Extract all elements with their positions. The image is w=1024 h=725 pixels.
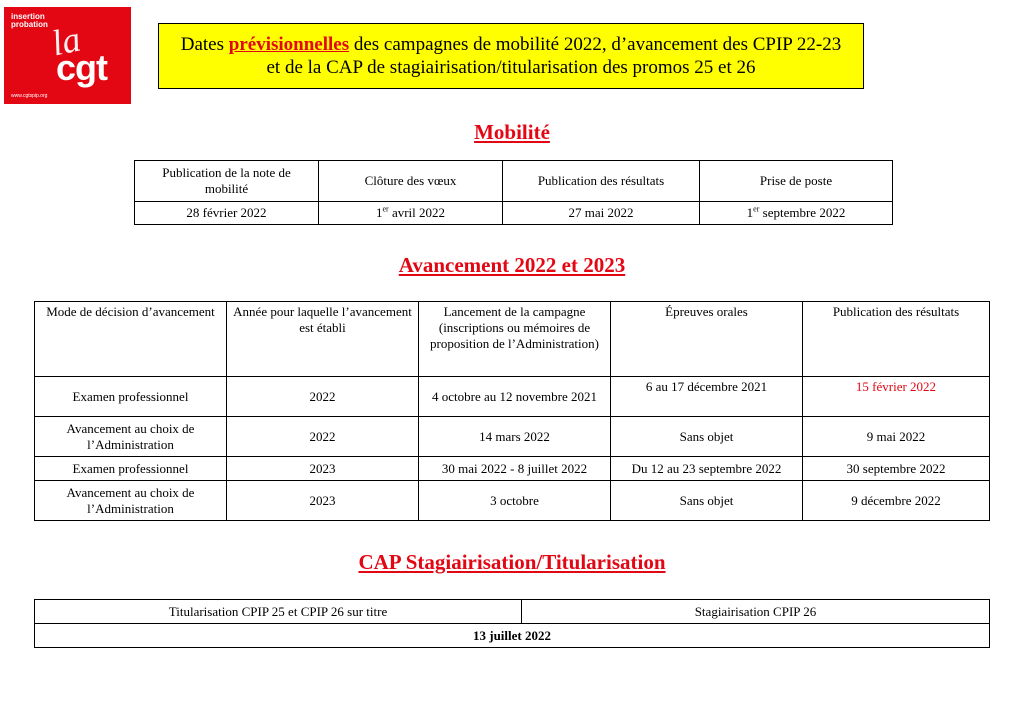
cell: Examen professionnel xyxy=(35,457,227,481)
table-row xyxy=(35,481,990,521)
cell: 14 mars 2022 xyxy=(419,417,611,457)
header-cell: Année pour laquelle l’avancement est établi xyxy=(227,302,419,377)
header-cell: Épreuves orales xyxy=(611,302,803,377)
logo-text-probation: probation xyxy=(11,20,48,29)
header-cell: Publication de la note de mobilité xyxy=(135,161,319,202)
cell: Sans objet xyxy=(611,481,803,521)
cell: 9 décembre 2022 xyxy=(803,481,990,521)
cell-date-resultats: 27 mai 2022 xyxy=(503,202,700,225)
logo-text-la: la xyxy=(48,18,84,64)
header-cell: Publication des résultats xyxy=(503,161,700,202)
banner-emphasis: prévisionnelles xyxy=(228,34,350,55)
document-title-banner xyxy=(158,23,864,89)
cell: Avancement au choix de l’Administration xyxy=(35,481,227,521)
table-row xyxy=(35,417,990,457)
table-header-row xyxy=(35,600,990,624)
table-header-row xyxy=(135,161,893,202)
cell: 9 mai 2022 xyxy=(803,417,990,457)
cell: Examen professionnel xyxy=(35,377,227,417)
table-row xyxy=(135,202,893,225)
section-title-mobilite: Mobilité xyxy=(474,120,550,144)
cell: 30 septembre 2022 xyxy=(803,457,990,481)
cell-date-prise-poste: 1er septembre 2022 xyxy=(700,202,893,225)
table-row xyxy=(35,377,990,417)
cell: 2022 xyxy=(227,377,419,417)
cell-highlighted: 15 février 2022 xyxy=(803,377,990,417)
cap-date-cell: 13 juillet 2022 xyxy=(35,624,990,648)
cell-date-cloture: 1er avril 2022 xyxy=(319,202,503,225)
header-cell: Mode de décision d’avancement xyxy=(35,302,227,377)
table-row xyxy=(35,624,990,648)
banner-line-1: Dates prévisionnelles des campagnes de mobilité 2022, d’avancement des CPIP 22-23 xyxy=(180,34,842,55)
cell: 2023 xyxy=(227,481,419,521)
cell: 4 octobre au 12 novembre 2021 xyxy=(419,377,611,417)
cell: Sans objet xyxy=(611,417,803,457)
table-row xyxy=(35,457,990,481)
banner-line-2: et de la CAP de stagiairisation/titularisation des promos 25 et 26 xyxy=(266,57,756,78)
logo-text-cgt: cgt xyxy=(56,47,107,88)
header-cell: Prise de poste xyxy=(700,161,893,202)
logo-url: www.cgtspip.org xyxy=(11,93,48,99)
header-cell: Stagiairisation CPIP 26 xyxy=(522,600,990,624)
header-cell: Titularisation CPIP 25 et CPIP 26 sur titre xyxy=(35,600,522,624)
cgt-logo xyxy=(4,7,131,104)
cell-date-publication: 28 février 2022 xyxy=(135,202,319,225)
table-header-row xyxy=(35,302,990,377)
header-cell: Publication des résultats xyxy=(803,302,990,377)
cell: 30 mai 2022 - 8 juillet 2022 xyxy=(419,457,611,481)
header-cell: Lancement de la campagne (inscriptions ou mémoires de proposition de l’Administration) xyxy=(419,302,611,377)
logo-text-insertion: insertion xyxy=(11,12,45,21)
cell: 6 au 17 décembre 2021 xyxy=(611,377,803,417)
cell: Du 12 au 23 septembre 2022 xyxy=(611,457,803,481)
cell: 2022 xyxy=(227,417,419,457)
cell: 3 octobre xyxy=(419,481,611,521)
cell: Avancement au choix de l’Administration xyxy=(35,417,227,457)
mobilite-table xyxy=(134,160,893,225)
section-title-cap: CAP Stagiairisation/Titularisation xyxy=(358,550,666,574)
cell: 2023 xyxy=(227,457,419,481)
cap-table xyxy=(34,599,990,648)
section-title-avancement: Avancement 2022 et 2023 xyxy=(398,253,626,277)
header-cell: Clôture des vœux xyxy=(319,161,503,202)
avancement-table xyxy=(34,301,990,521)
